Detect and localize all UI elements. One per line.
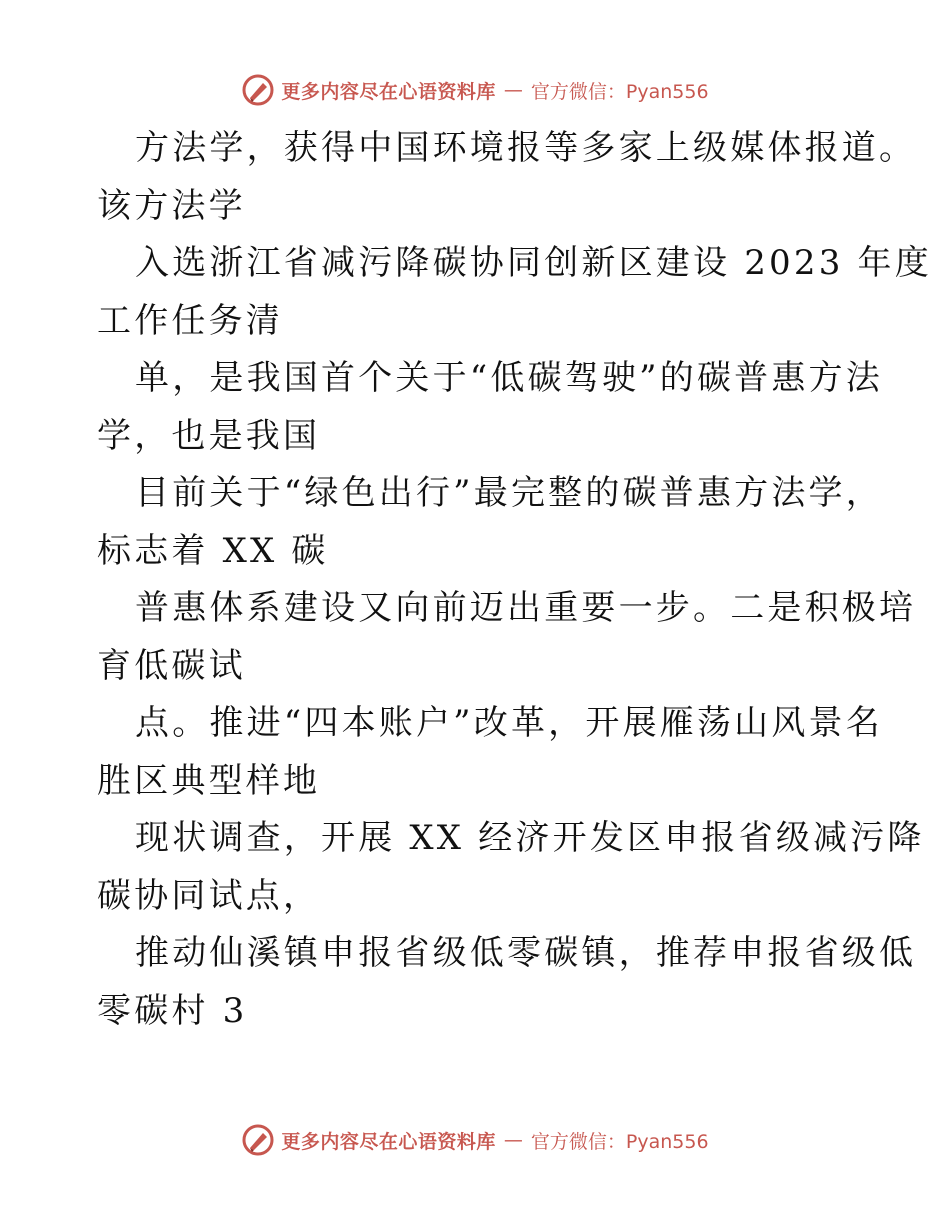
paragraph-line: 点。推进“四本账户”改革，开展雁荡山风景名 bbox=[135, 703, 883, 743]
paragraph-line: 胜区典型样地 bbox=[97, 760, 321, 801]
paragraph bbox=[97, 695, 883, 810]
paragraph-line: 标志着 XX 碳 bbox=[97, 530, 329, 571]
paragraph bbox=[97, 810, 925, 925]
paragraph bbox=[97, 120, 917, 235]
banner-wechat-text: 官方微信：Pyan556 bbox=[530, 80, 709, 103]
paragraph-line: 育低碳试 bbox=[97, 645, 246, 686]
banner-main-text: 更多内容尽在心语资料库 bbox=[281, 80, 496, 103]
paragraph-line: 工作任务清 bbox=[97, 300, 283, 341]
paragraph-line: 入选浙江省减污降碳协同创新区建设 2023 年度 bbox=[135, 243, 932, 283]
paragraph-line: 该方法学 bbox=[97, 185, 246, 226]
footer-banner bbox=[0, 1120, 950, 1160]
banner-separator: — bbox=[503, 1129, 523, 1151]
paragraph bbox=[97, 925, 917, 1040]
document-body bbox=[97, 120, 932, 1040]
paragraph bbox=[97, 465, 883, 580]
paragraph-line: 学，也是我国 bbox=[97, 415, 321, 456]
banner-main-text: 更多内容尽在心语资料库 bbox=[281, 1130, 496, 1153]
paragraph-line: 推动仙溪镇申报省级低零碳镇，推荐申报省级低 bbox=[135, 933, 917, 973]
paragraph-line: 现状调查，开展 XX 经济开发区申报省级减污降 bbox=[135, 818, 925, 858]
paragraph-line: 普惠体系建设又向前迈出重要一步。二是积极培 bbox=[135, 588, 917, 628]
banner-wechat-text: 官方微信：Pyan556 bbox=[530, 1130, 709, 1153]
paragraph bbox=[97, 235, 932, 350]
paragraph-line: 目前关于“绿色出行”最完整的碳普惠方法学， bbox=[135, 473, 883, 513]
header-banner bbox=[0, 70, 950, 110]
paragraph bbox=[97, 580, 917, 695]
paragraph-line: 方法学，获得中国环境报等多家上级媒体报道。 bbox=[135, 128, 917, 168]
paragraph bbox=[97, 350, 883, 465]
banner-separator: — bbox=[503, 79, 523, 101]
pen-nib-logo-icon bbox=[241, 1123, 275, 1157]
paragraph-line: 单，是我国首个关于“低碳驾驶”的碳普惠方法 bbox=[135, 358, 883, 398]
pen-nib-logo-icon bbox=[241, 73, 275, 107]
paragraph-line: 零碳村 3 bbox=[97, 990, 248, 1031]
paragraph-line: 碳协同试点， bbox=[97, 875, 321, 916]
